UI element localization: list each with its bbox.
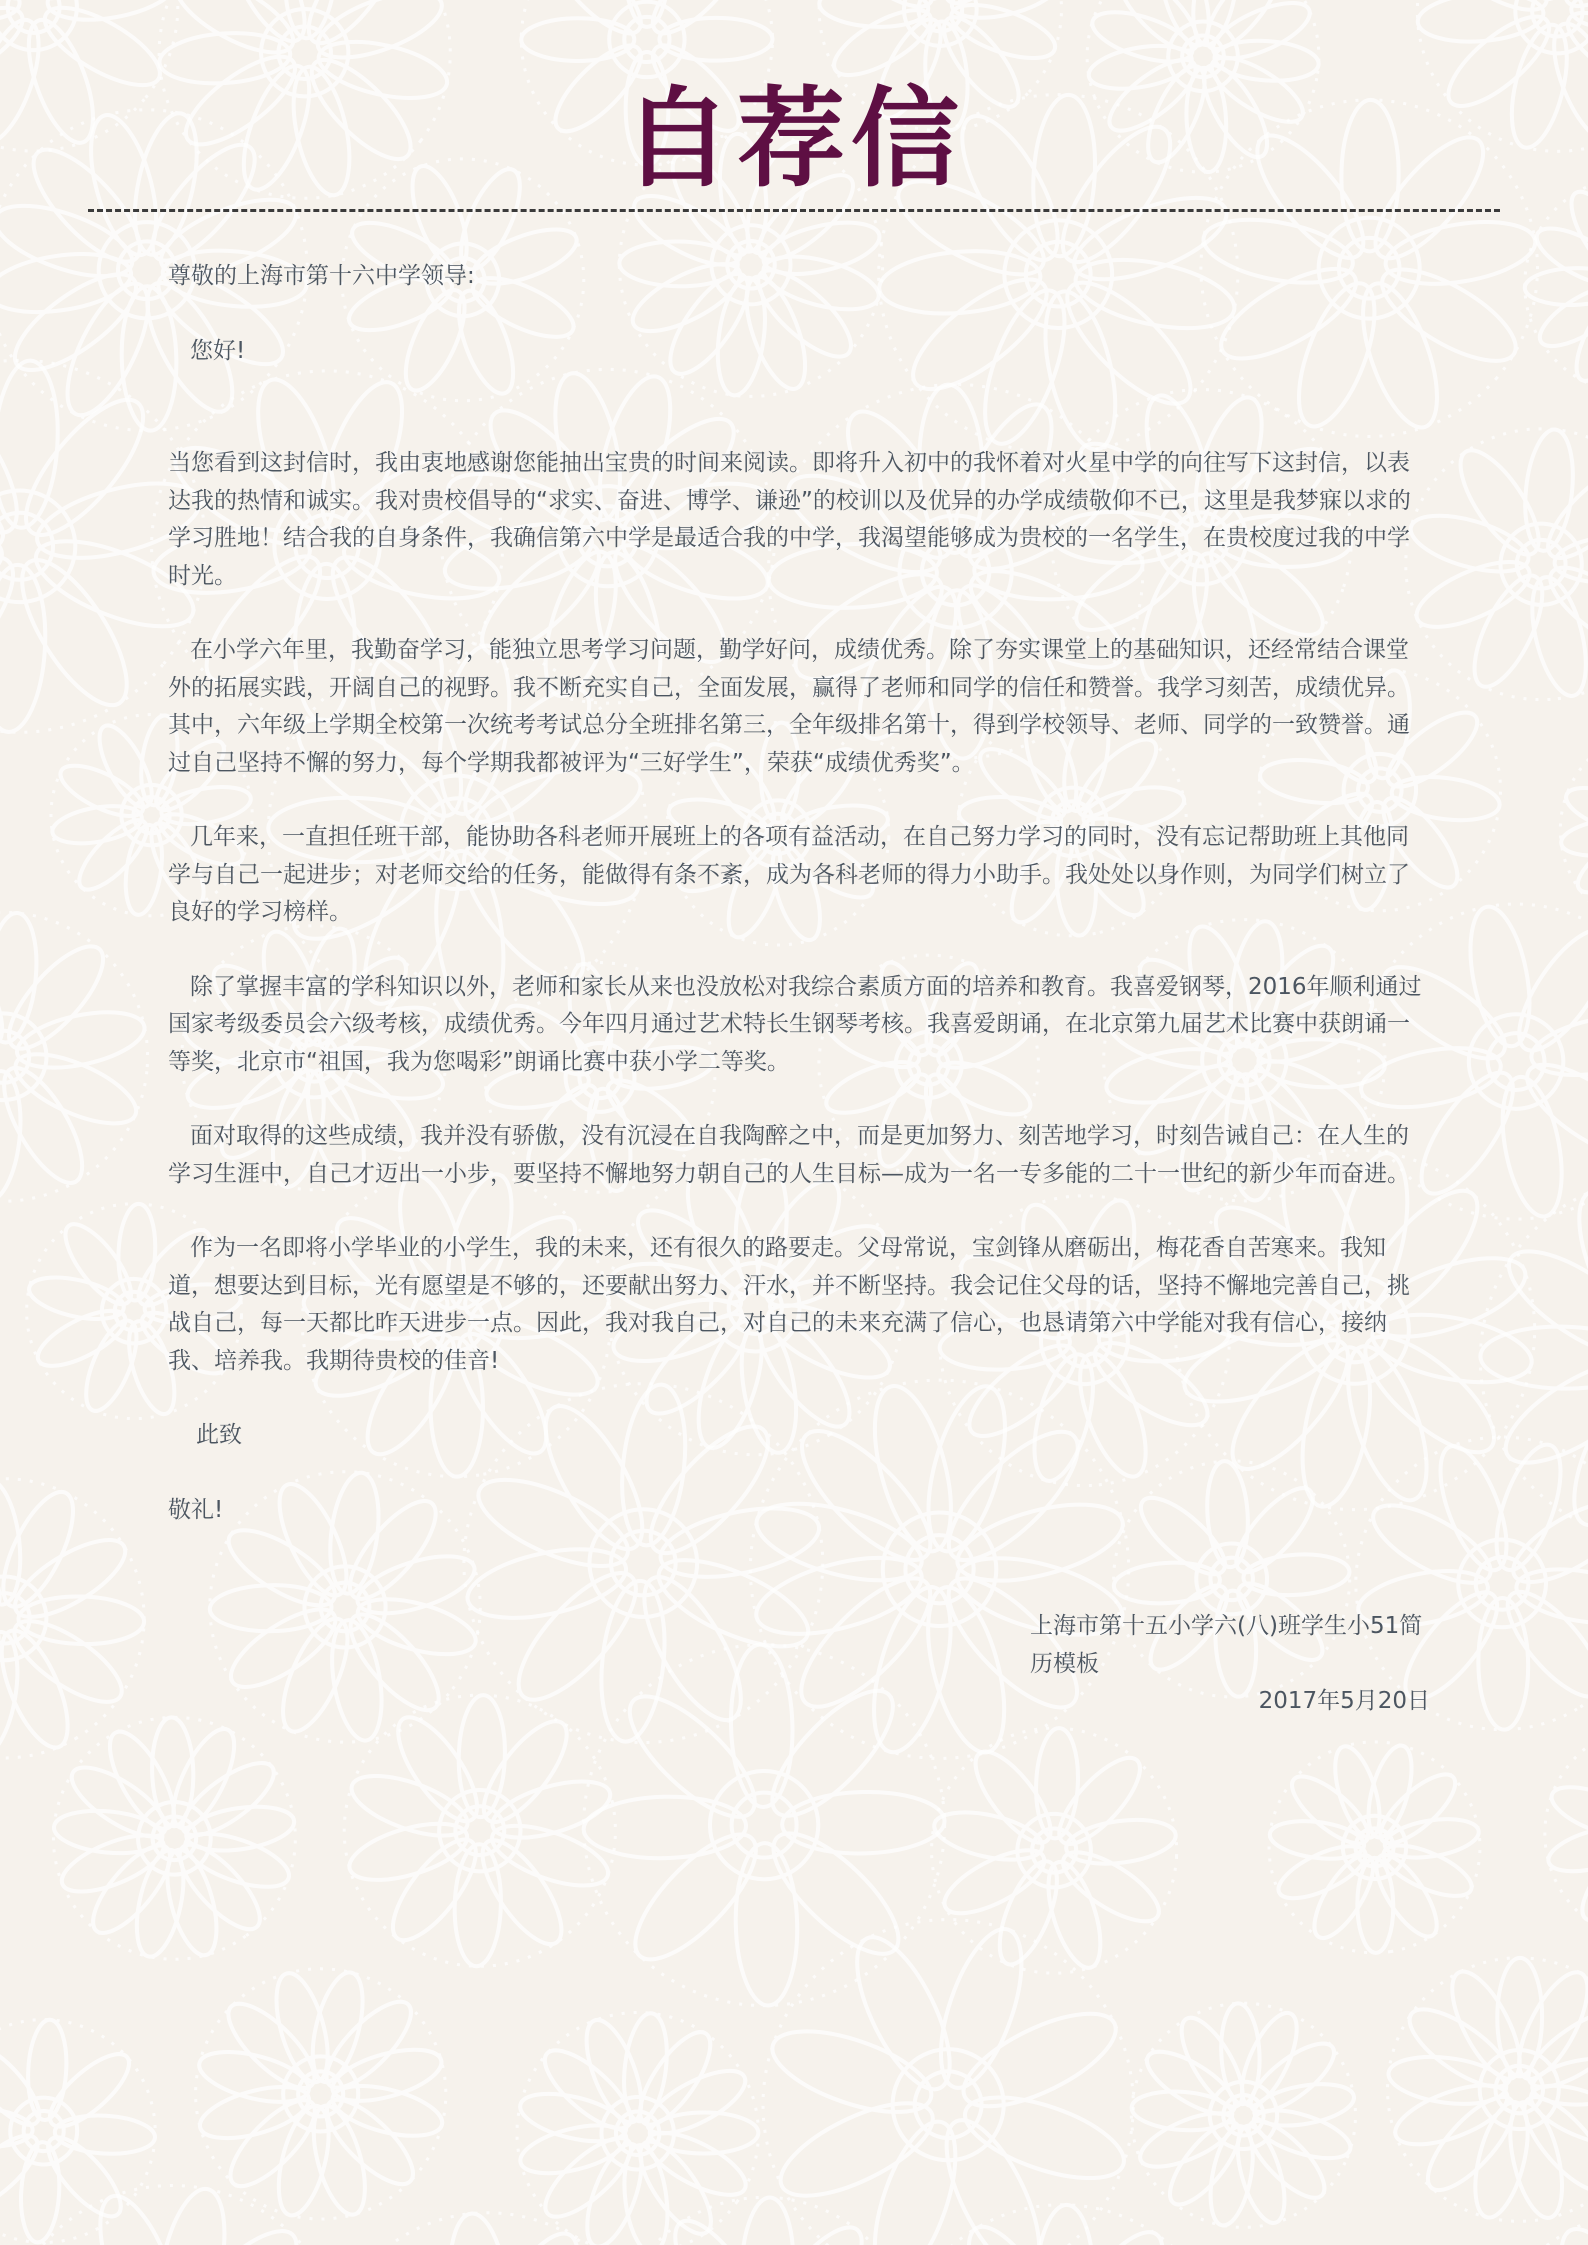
paragraph-1: 当您看到这封信时，我由衷地感谢您能抽出宝贵的时间来阅读。即将升入初中的我怀着对火星中学的向往写下这封信，以表达我的热情和诚实。我对贵校倡导的“求实、奋进、博学、谦逊”的校训以及优异的办学成绩敬仰不已，这里是我梦寐以求的学习胜地！结合我的自身条件，我确信第六中学是最适合我的中学，我渴望能够成为贵校的一名学生，在贵校度过我的中学时光。 <box>168 450 1411 589</box>
paragraph-6: 作为一名即将小学毕业的小学生，我的未来，还有很久的路要走。父母常说，宝剑锋从磨砺出，梅花香自苦寒来。我知道，想要达到目标，光有愿望是不够的，还要献出努力、汗水，并不断坚持。我会记住父母的话，坚持不懈地完善自己，挑战自己，每一天都比昨天进步一点。因此，我对我自己，对自己的未来充满了信心，也恳请第六中学能对我有信心，接纳我、培养我。我期待贵校的佳音! <box>168 1235 1410 1374</box>
letter-body <box>168 258 1428 1529</box>
closing-jingli: 敬礼! <box>168 1496 224 1523</box>
signature: 上海市第十五小学六(八)班学生小51简历模板 <box>1030 1613 1423 1677</box>
letter-date: 2017年5月20日 <box>1258 1688 1430 1714</box>
closing-cizhi: 此致 <box>196 1422 242 1448</box>
paragraph-2: 在小学六年里，我勤奋学习，能独立思考学习问题，勤学好问，成绩优秀。除了夯实课堂上的基础知识，还经常结合课堂外的拓展实践，开阔自己的视野。我不断充实自己，全面发展，赢得了老师和同学的信任和赞誉。我学习刻苦，成绩优异。其中，六年级上学期全校第一次统考考试总分全班排名第三，全年级排名第十，得到学校领导、老师、同学的一致赞誉。通过自己坚持不懈的努力，每个学期我都被评为“三好学生”，荣获“成绩优秀奖”。 <box>168 637 1410 776</box>
salutation: 尊敬的上海市第十六中学领导: <box>168 263 475 289</box>
signature-block <box>1030 1608 1430 1721</box>
paragraph-3: 几年来，一直担任班干部，能协助各科老师开展班上的各项有益活动，在自己努力学习的同时，没有忘记帮助班上其他同学与自己一起进步；对老师交给的任务，能做得有条不紊，成为各科老师的得力小助手。我处处以身作则，为同学们树立了良好的学习榜样。 <box>168 824 1410 925</box>
paragraph-4: 除了掌握丰富的学科知识以外，老师和家长从来也没放松对我综合素质方面的培养和教育。我喜爱钢琴，2016年顺利通过国家考级委员会六级考核，成绩优秀。今年四月通过艺术特长生钢琴考核。我喜爱朗诵，在北京第九届艺术比赛中获朗诵一等奖，北京市“祖国，我为您喝彩”朗诵比赛中获小学二等奖。 <box>168 973 1422 1075</box>
greeting: 您好! <box>190 337 246 364</box>
letter-title: 自荐信 <box>622 77 965 202</box>
paragraph-5: 面对取得的这些成绩，我并没有骄傲，没有沉浸在自我陶醉之中，而是更加努力、刻苦地学习，时刻告诫自己：在人生的学习生涯中，自己才迈出一小步，要坚持不懈地努力朝自己的人生目标—成为一名一专多能的二十一世纪的新少年而奋进。 <box>168 1123 1410 1187</box>
title-divider <box>88 209 1500 212</box>
